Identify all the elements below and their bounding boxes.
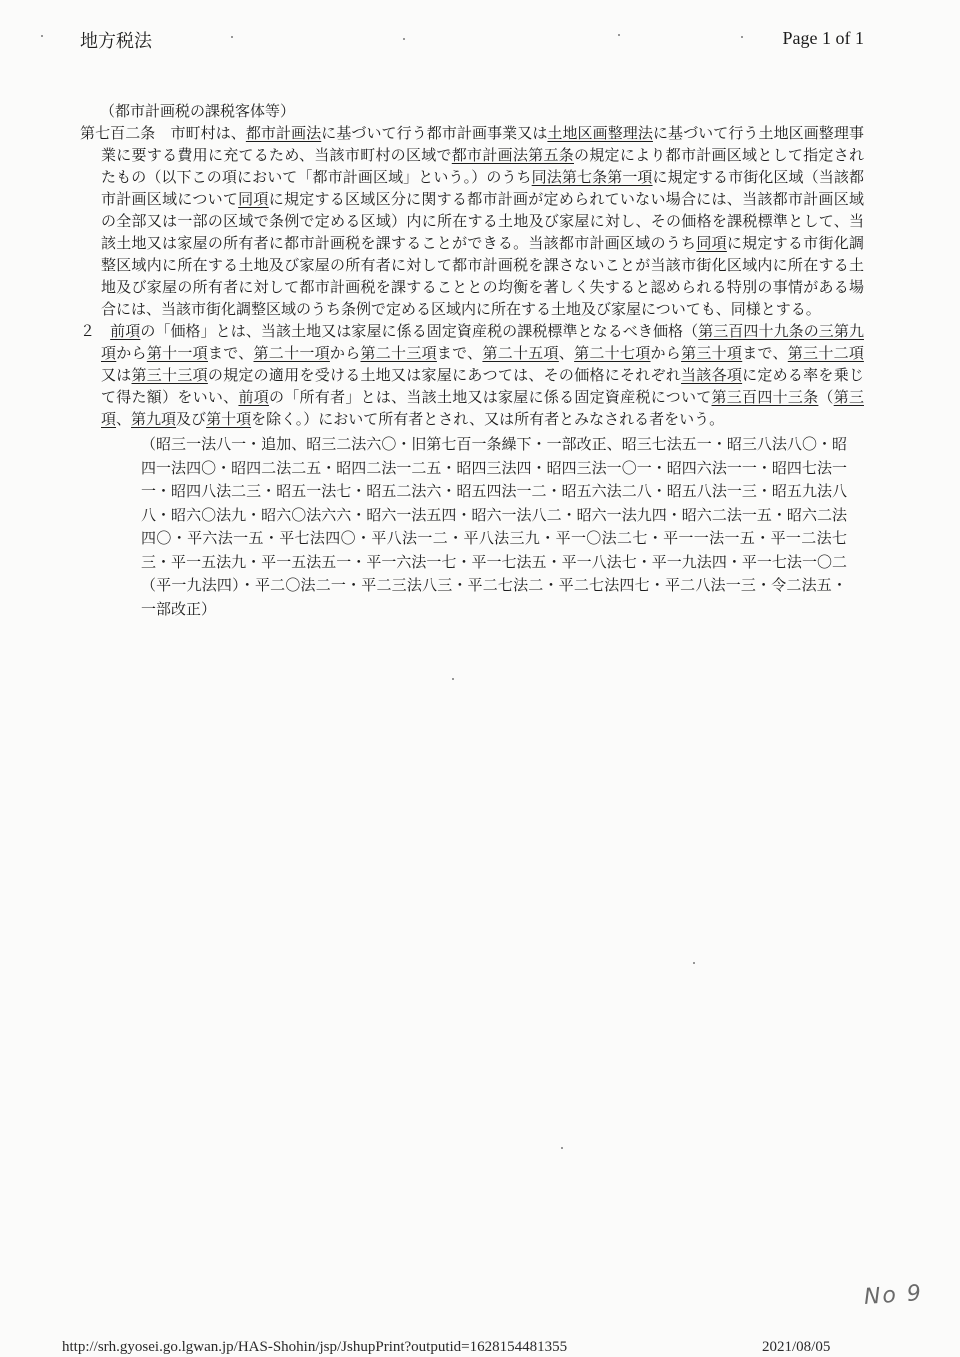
law-reference-link[interactable]: 同項 (238, 190, 269, 208)
paragraph-text: の「価格」とは、当該土地又は家屋に係る固定資産税の課税標準となるべき価格（ (140, 322, 699, 340)
law-reference-link[interactable]: 同法第七条第一項 (531, 168, 653, 186)
paragraph-text: （ (818, 388, 834, 406)
scan-speck (452, 678, 454, 680)
law-reference-link[interactable]: 第二十七項 (574, 344, 651, 362)
law-reference-link[interactable]: 第十一項 (146, 344, 208, 362)
article-paragraph-2 (80, 320, 864, 430)
law-reference-link[interactable]: 第三十三項 (131, 366, 208, 384)
handwritten-page-note: No 9 (863, 1280, 924, 1311)
law-reference-link[interactable]: 第二十五項 (482, 344, 559, 362)
law-reference-link[interactable]: 同項 (696, 234, 727, 252)
law-reference-link[interactable]: 都市計画法 (245, 124, 322, 142)
law-reference-link[interactable]: 都市計画法第五条 (451, 146, 574, 164)
law-reference-link[interactable]: 第三百四十九条の三第九項 (101, 322, 864, 362)
paragraph-text: を除く。）において所有者とされ、又は所有者とみなされる者をいう。 (251, 410, 725, 428)
document-title: 地方税法 (80, 31, 152, 52)
law-reference-link[interactable]: 第二十三項 (360, 344, 437, 362)
paragraph-text: の規定により都市計画区域として指定されたもの（以下この項において「都市計画区域」という。）のうち (101, 146, 864, 186)
scan-speck (741, 36, 743, 38)
paragraph-text: 及び (176, 410, 207, 428)
paragraph-text: 第七百二条 市町村は、 (80, 124, 246, 142)
paragraph-text: に基づいて行う都市計画事業又は (321, 124, 548, 142)
paragraph-text: に基づいて行う土地区画整理事業に要する費用に充てるため、当該市町村の区域で (101, 124, 864, 164)
law-reference-link[interactable]: 第三百四十三条 (711, 388, 819, 406)
document-body (80, 100, 864, 621)
law-reference-link[interactable]: 前項 (238, 388, 269, 406)
law-reference-link[interactable]: 第三十項 (681, 344, 743, 362)
paragraph-text: から (650, 344, 682, 362)
law-reference-link[interactable]: 第二十一項 (253, 344, 330, 362)
scan-speck (561, 1147, 563, 1149)
law-reference-link[interactable]: 土地区画整理法 (547, 124, 653, 142)
page-indicator: Page 1 of 1 (782, 28, 864, 48)
source-url: http://srh.gyosei.go.lgwan.jp/HAS-Shohin/jsp/JshupPrint?outputid=1628154481355 (62, 1339, 568, 1355)
amendment-history: （昭三一法八一・追加、昭三二法六〇・旧第七百一条繰下・一部改正、昭三七法五一・昭三八法八〇・昭四一法四〇・昭四二法二五・昭四二法一二五・昭四三法四・昭四三法一〇一・昭四六法一一・昭四七法一一・昭四八法二三・昭五一法七・昭五二法六・昭五四法一二・昭五六法二八・昭五八法一三・昭五九法八八・昭六〇法九・昭六〇法六六・昭六一法五四・昭六一法八二・昭六一法九四・昭六二法一五・昭六二法四〇・平六法一五・平七法四〇・平八法一二・平八法三九・平一〇法二七・平一一法一五・平一二法七三・平一五法九・平一五法五一・平一六法一七・平一七法五・平一八法七・平一九法四・平一七法一〇二（平一九法四）・平二〇法二一・平二三法八三・平二七法二・平二七法四七・平二八法一三・令二法五・一部改正） (141, 435, 847, 618)
law-reference-link[interactable]: 前項 (110, 322, 141, 340)
scan-speck (693, 962, 695, 964)
paragraph-text: に規定する市街化調整区域内に所在する土地及び家屋の所有者に対して都市計画税を課さないことが当該市街化区域内に所在する土地及び家屋の所有者に対して都市計画税を課することとの均衡を著しく失すると認められる特別の事情がある場合には、当該市街化調整区域のうち条例で定める区域内に所在する土地及び家屋についても、同様とする。 (101, 234, 864, 318)
paragraph-text: まで、 (207, 344, 254, 362)
paragraph-text: から (116, 344, 147, 362)
paragraph-text: の規定の適用を受ける土地又は家屋にあつては、その価格にそれぞれ (207, 366, 682, 384)
print-date: 2021/08/05 (762, 1339, 831, 1355)
law-reference-link[interactable]: 第九項 (131, 410, 177, 428)
paragraph-text: 、 (116, 410, 132, 428)
paragraph-text: から (329, 344, 361, 362)
scan-speck (403, 38, 405, 40)
paragraph-text: ２ (80, 322, 111, 340)
law-reference-link[interactable]: 第十項 (206, 410, 252, 428)
paragraph-text: に定める率を乗じて得た額）をいい、 (101, 366, 864, 406)
scan-speck (231, 36, 233, 38)
paragraph-text: に規定する市街化区域（当該都市計画区域について (101, 168, 864, 208)
paragraph-text: まで、 (436, 344, 483, 362)
paragraph-text: まで、 (742, 344, 788, 362)
law-reference-link[interactable]: 当該各項 (681, 366, 743, 384)
law-reference-link[interactable]: 第三十二項 (787, 344, 864, 362)
scan-speck (41, 35, 43, 37)
paragraph-text: に規定する区域区分に関する都市計画が定められていない場合には、当該都市計画区域の全部又は一部の区域で条例で定める区域）内に所在する土地及び家屋に対し、その価格を課税標準として、当該土地又は家屋の所有者に都市計画税を課することができる。当該都市計画区域のうち (101, 190, 864, 252)
paragraph-text: 、 (558, 344, 575, 362)
paragraph-text: 又は (101, 366, 132, 384)
article-caption: （都市計画税の課税客体等） (100, 102, 296, 120)
scan-speck (618, 34, 620, 36)
law-reference-link[interactable]: 第三項 (101, 388, 864, 428)
paragraph-text: の「所有者」とは、当該土地又は家屋に係る固定資産税について (268, 388, 712, 406)
article-paragraph-1 (80, 122, 864, 320)
